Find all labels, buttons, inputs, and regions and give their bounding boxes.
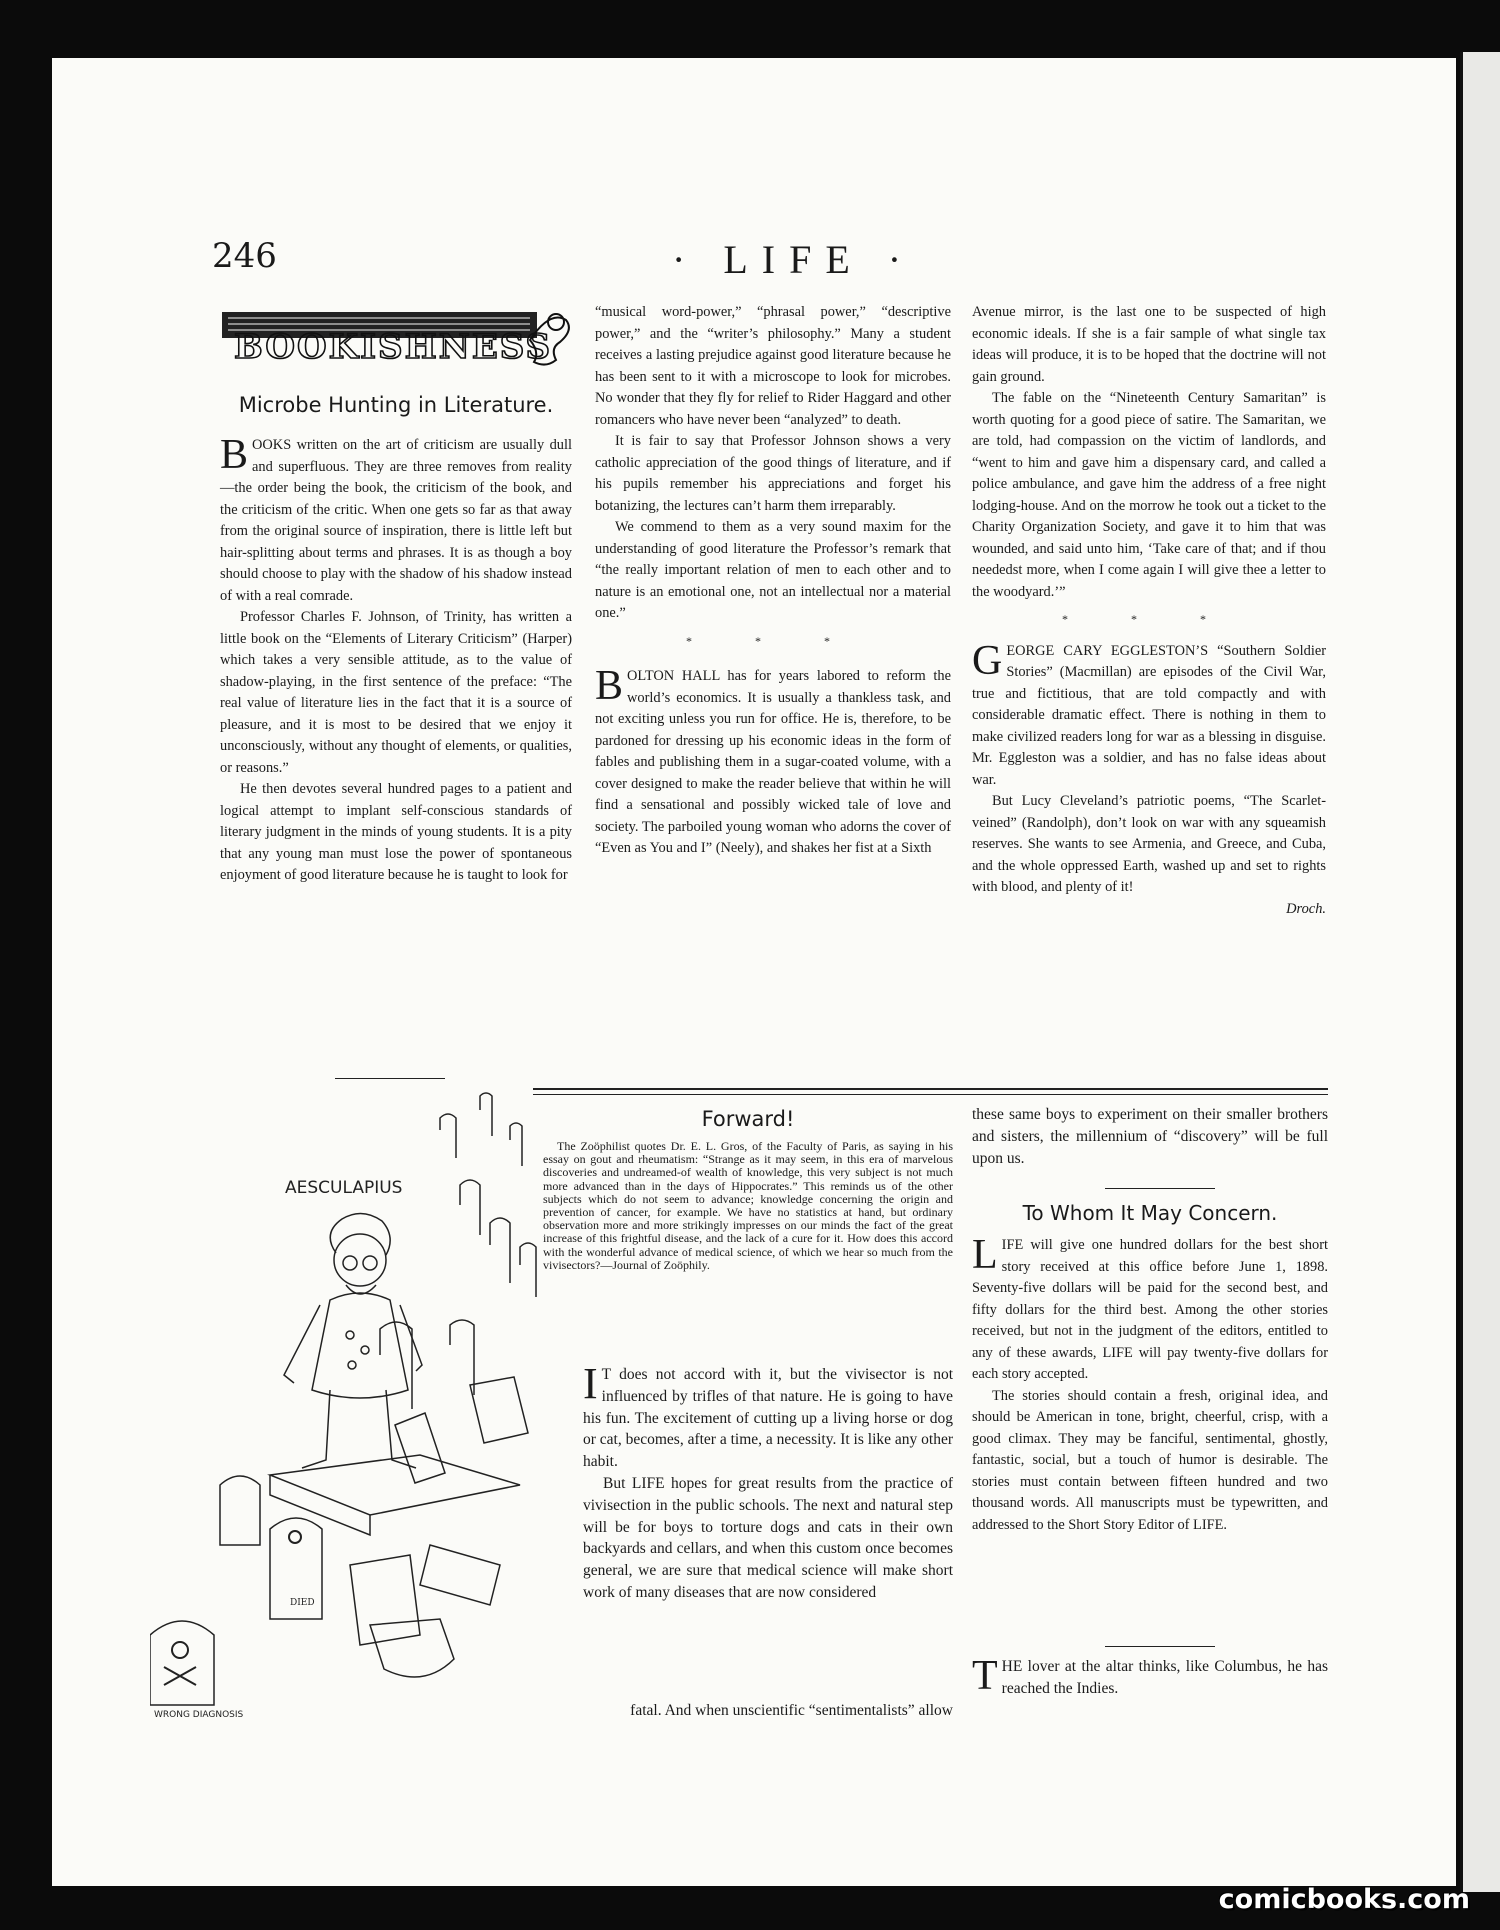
next-page-edge [1460,52,1500,1892]
section-divider: * * * [1062,612,1236,626]
drop-cap: L [972,1232,998,1278]
paragraph: these same boys to experiment on their smaller brothers and sisters, the millennium of “discovery” will be full upon us. [972,1106,1328,1167]
drop-cap: G [972,637,1003,684]
paragraph: Professor Charles F. Johnson, of Trinity, has written a little book on the “Elements of Literary Criticism” (Harper) which takes a very sensible attitude, as to the value of shadow-playing, in the first sentence of the preface: “The real value of literature lies in the fact that it is a source of pleasure, and it is most to be desired that we enjoy it unconsciously, without any thought of elements, or qualities, or reasons.” [220,609,572,776]
signature: Droch. [1286,900,1326,917]
paragraph: EORGE CARY EGGLESTON’S “Southern Soldier Stories” (Macmillan) are episodes of the Civil War, true and fictitious, that are told compactly and with considerable dramatic effect. There is nothing in them to make civilized readers long for war as a blessing in disguise. Mr. Eggleston was a soldier, and has no false ideas about war. [972,642,1326,788]
paragraph: The stories should contain a fresh, original idea, and should be American in tone, bright, cheerful, crisp, with a good climax. They may be fanciful, sentimental, ghostly, fantastic, social, but a touch of humor is desirable. The stories must contain between fifteen hundred and two thousand words. All manuscripts must be typewritten, and addressed to the Short Story Editor of LIFE. [972,1387,1328,1533]
paragraph: fatal. And when unscientific “sentimentalists” allow [630,1702,953,1719]
zoophilist-quote [543,1140,953,1272]
paragraph: The fable on the “Nineteenth Century Samaritan” is worth quoting for a good piece of satire. The Samaritan, we are told, had compassion on the victim of landlords, and “went to him and gave him a dispensary card, and called a police ambulance, and gave him the address of a free night lodging-house. And on the morrow he took out a ticket to the Charity Organization Society, and gave it to him that was wounded, and said unto him, ‘Take care of that; and if thou neededst more, when I come again I will give thee a letter to the woodyard.’” [972,390,1326,600]
quote-paragraph: The Zoöphilist quotes Dr. E. L. Gros, of the Faculty of Paris, as saying in his essay on gout and rheumatism: “Strange as it may seem, in this era of marvelous discoveries and undreamed-of wealth of knowledge, this very subject is not much more advanced than in the days of Hippocrates.” This reminds us of the other subjects which do not seem to advance; knowledge concerning the origin and prevention of cancer, for example. We have no statistics at hand, but ordinary observation more and more strikingly impresses on our minds the fact of the great increase of this frightful disease, and the lack of a cure for it. How does this accord with the wonderful advance of medical science, of which we hear so much from the vivisectors?—Journal of Zoöphily. [543,1139,953,1272]
paragraph: “musical word-power,” “phrasal power,” “descriptive power,” and the “writer’s philosophy.” Many a student receives a lasting prejudice against good literature because he has been sent to it with a microscope to look for microbes. No wonder that they fly for relief to Rider Haggard and other romancers who have never been “analyzed” to death. [595,304,951,428]
column-two [595,302,951,860]
paragraph: We commend to them as a very sound maxim for the understanding of good literature the Professor’s remark that “the really important relation of men to each other and to nature is an emotional one, not an intellectual nor a material one.” [595,519,951,621]
drop-cap: I [583,1359,598,1408]
short-rule [1105,1188,1215,1189]
aesculapius-illustration [150,1085,580,1725]
paragraph: T does not accord with it, but the vivisector is not influenced by trifles of that nature. He is going to have his fun. The excitement of cutting up a living horse or dog or cat, becomes, after a time, a necessity. It is like any other habit. [583,1366,953,1471]
paragraph: HE lover at the altar thinks, like Columbus, he has reached the Indies. [1001,1658,1328,1697]
section-rule [533,1088,1328,1090]
banner-lettering: BOOKISHNESS [234,327,553,367]
masthead: · LIFE · [672,237,916,282]
bookishness-banner [220,300,575,376]
paragraph: It is fair to say that Professor Johnson shows a very catholic appreciation of the good things of literature, and if his pupils remember his appreciations and forget his botanizing, the lectures can’t harm them irreparably. [595,433,951,514]
paragraph: OOKS written on the art of criticism are usually dull and superfluous. They are three removes from reality—the order being the book, the criticism of the book, and the criticism of the critic. When one gets so far as that away from the original source of inspiration, there is little left but hair-splitting about terms and phrases. It is as though a boy should choose to play with the shadow of his shadow instead of with a real comrade. [220,437,572,604]
short-rule [1105,1646,1215,1647]
drop-cap: B [220,432,249,478]
site-watermark: comicbooks.com [1218,1884,1470,1915]
forward-body [583,1359,953,1604]
svg-text:DIED: DIED [290,1598,315,1608]
paragraph: But Lucy Cleveland’s patriotic poems, “The Scarlet-veined” (Randolph), don’t look on war with any squeamish reserves. She wants to see Armenia, and Greece, and Cuba, and the whole oppressed Earth, washed up and set to rights with blood, and plenty of it! [972,793,1326,895]
section-divider: * * * [686,633,860,648]
paragraph: But LIFE hopes for great results from the practice of vivisection in the public schools. The next and natural step will be for boys to torture dogs and cats in their own backyards and cellars, and when this custom once becomes general, we are sure that medical science will make short work of many diseases that are now considered [583,1474,953,1601]
paragraph: IFE will give one hundred dollars for the best short story received at this office before June 1, 1898. Seventy-five dollars will be paid for the second best, and fifty dollars for the third best. Among the other stories received, but not in the judgment of the editors, entitled to any of these awards, LIFE will pay twenty-five dollars for each story accepted. [972,1237,1328,1382]
paragraph: Avenue mirror, is the last one to be suspected of high economic ideals. If she is a fair sample of what single tax ideas will produce, it is to be hoped that the doctrine will not gain ground. [972,304,1326,385]
column-three [972,302,1326,920]
article-title: To Whom It May Concern. [1022,1201,1278,1225]
column-one [220,390,572,887]
short-rule [335,1078,445,1079]
article-title: Forward! [701,1107,795,1131]
forward-section [543,1104,953,1139]
article-title: Microbe Hunting in Literature. [238,393,554,417]
page-number: 246 [212,236,277,276]
forward-continuation [972,1104,1328,1169]
svg-text:AESCULAPIUS: AESCULAPIUS [285,1178,403,1198]
section-rule-thin [533,1094,1328,1095]
svg-text:WRONG DIAGNOSIS: WRONG DIAGNOSIS [154,1710,244,1720]
contest-announcement [972,1198,1328,1536]
closing-paragraph [972,1653,1328,1700]
forward-body-continued [480,1700,953,1722]
paragraph: He then devotes several hundred pages to a patient and logical attempt to implant self-conscious standards of literary judgment in the minds of young students. It is a pity that any young man must lose the power of spontaneous enjoyment of good literature because he is taught to look for [220,781,572,883]
paragraph: OLTON HALL has for years labored to reform the world’s economics. It is usually a thankless task, and not exciting unless you run for office. He is, therefore, to be pardoned for dressing up his economic ideas in the form of fables and publishing them in a sugar-coated volume, with a cover designed to make the reader believe that within he will find a sensational and possibly wicked tale of love and society. The parboiled young woman who adorns the cover of “Even as You and I” (Neely), and shakes her fist at a Sixth [595,668,951,856]
drop-cap: B [595,663,624,709]
drop-cap: T [972,1653,998,1699]
